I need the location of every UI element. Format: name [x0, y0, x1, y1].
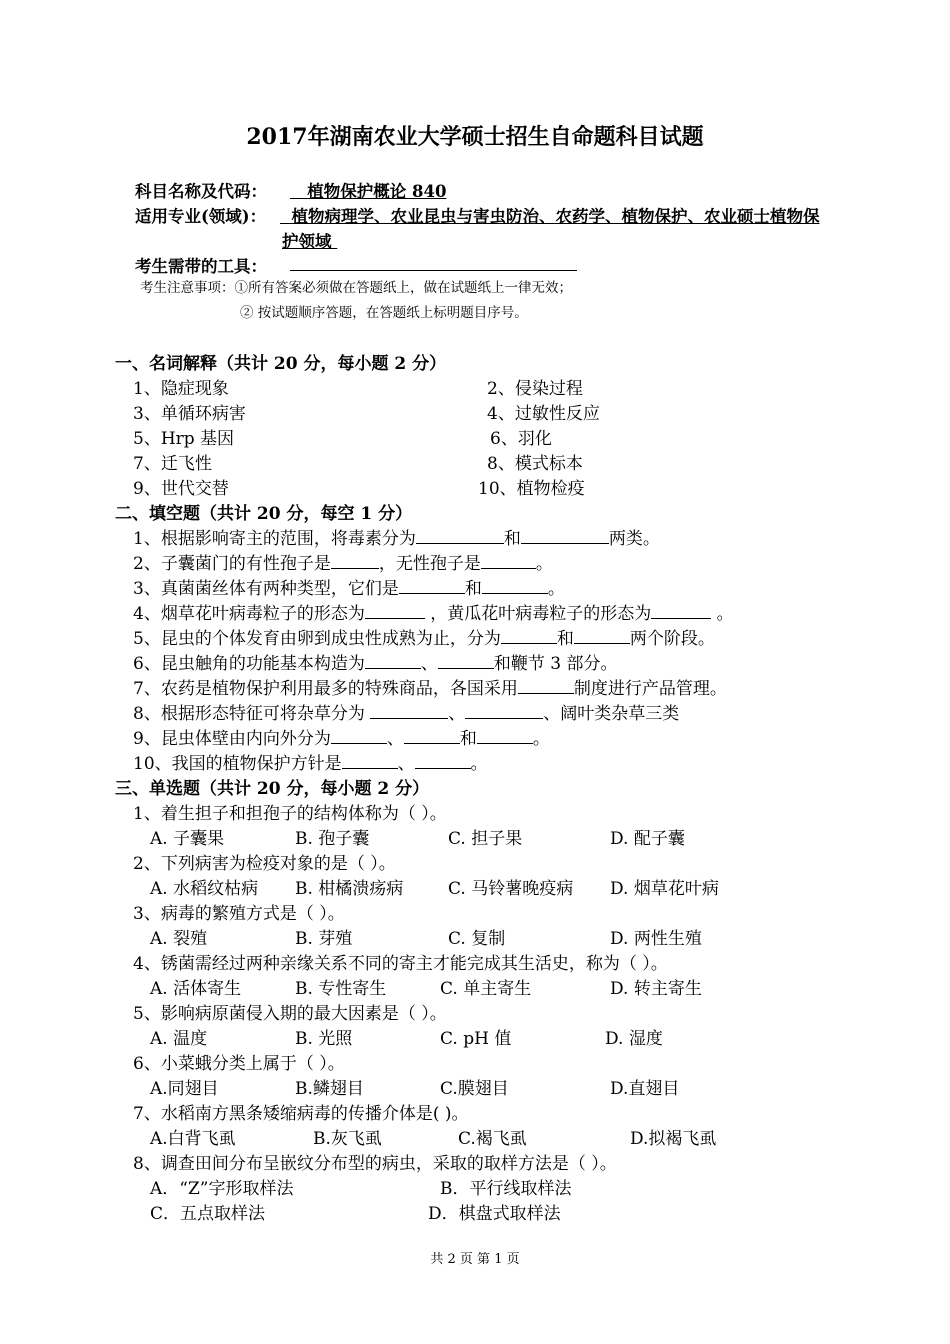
- term-item: 8、模式标本: [487, 454, 583, 474]
- mc-question: 8、调查田间分布呈嵌纹分布型的病虫，采取的取样方法是（ ）。: [133, 1154, 617, 1174]
- mc-option: B．平行线取样法: [440, 1179, 572, 1199]
- mc-option: D. 配子囊: [610, 829, 685, 849]
- fill-question: 5、昆虫的个体发育由卵到成虫性成熟为止，分为 和 两个阶段。: [133, 629, 715, 649]
- section-2-title: 二、填空题（共计 20 分，每空 1 分）: [115, 504, 413, 524]
- mc-option: C. pH 值: [440, 1029, 512, 1049]
- mc-option: D.拟褐飞虱: [630, 1129, 717, 1149]
- notice-line-1: 考生注意事项：①所有答案必须做在答题纸上，做在试题纸上一律无效；: [140, 280, 572, 296]
- mc-option: D. 转主寄生: [610, 979, 702, 999]
- mc-option: D．棋盘式取样法: [428, 1204, 561, 1224]
- mc-option: C. 单主寄生: [440, 979, 532, 999]
- mc-option: B.鳞翅目: [295, 1079, 364, 1099]
- term-item: 4、过敏性反应: [487, 404, 600, 424]
- term-item: 6、羽化: [490, 429, 552, 449]
- fill-question: 2、子囊菌门的有性孢子是 ，无性孢子是 。: [133, 554, 553, 574]
- page-footer: 共 2 页 第 1 页: [430, 1252, 520, 1267]
- major-value-line1: 植物病理学、农业昆虫与害虫防治、农药学、植物保护、农业硕士植物保: [291, 207, 820, 226]
- fill-question: 1、根据影响寄主的范围，将毒素分为 和 两类。: [133, 529, 660, 549]
- mc-option: A.同翅目: [150, 1079, 219, 1099]
- section-1-title: 一、名词解释（共计 20 分，每小题 2 分）: [115, 354, 447, 374]
- mc-option: B. 柑橘溃疡病: [295, 879, 404, 899]
- fill-question: 3、真菌菌丝体有两种类型，它们是 和 。: [133, 579, 565, 599]
- mc-question: 3、病毒的繁殖方式是（ ）。: [133, 904, 345, 924]
- major-value-line2: 护领域: [282, 232, 332, 251]
- term-item: 1、隐症现象: [133, 379, 229, 399]
- fill-question: 4、烟草花叶病毒粒子的形态为 ，黄瓜花叶病毒粒子的形态为 。: [133, 604, 734, 624]
- mc-option: B.灰飞虱: [313, 1129, 382, 1149]
- tools-label: 考生需带的工具：: [135, 257, 267, 276]
- section-3-title: 三、单选题（共计 20 分，每小题 2 分）: [115, 779, 430, 799]
- term-item: 7、迁飞性: [133, 454, 212, 474]
- notice-line-2: ② 按试题顺序答题，在答题纸上标明题目序号。: [240, 305, 528, 321]
- mc-question: 1、着生担子和担孢子的结构体称为（ ）。: [133, 804, 447, 824]
- mc-option: C. 马铃薯晚疫病: [448, 879, 574, 899]
- term-item: 10、植物检疫: [478, 479, 585, 499]
- mc-option: D. 两性生殖: [610, 929, 702, 949]
- mc-option: C．五点取样法: [150, 1204, 266, 1224]
- mc-option: A. 裂殖: [150, 929, 208, 949]
- mc-option: B. 专性寄生: [295, 979, 387, 999]
- mc-question: 6、小菜蛾分类上属于（ ）。: [133, 1054, 345, 1074]
- mc-question: 4、锈菌需经过两种亲缘关系不同的寄主才能完成其生活史，称为（ ）。: [133, 954, 668, 974]
- mc-option: C.膜翅目: [440, 1079, 509, 1099]
- mc-option: A. 子囊果: [150, 829, 225, 849]
- subject-value: 植物保护概论 840: [307, 182, 447, 201]
- mc-option: B. 孢子囊: [295, 829, 370, 849]
- tools-blank: [290, 270, 577, 271]
- major-label: 适用专业(领域)：: [135, 207, 267, 226]
- mc-option: B. 芽殖: [295, 929, 353, 949]
- mc-option: C. 复制: [448, 929, 506, 949]
- mc-question: 2、下列病害为检疫对象的是（ ）。: [133, 854, 396, 874]
- mc-option: A. 活体寄生: [150, 979, 242, 999]
- mc-option: D.直翅目: [610, 1079, 680, 1099]
- term-item: 2、侵染过程: [487, 379, 583, 399]
- term-item: 3、单循环病害: [133, 404, 246, 424]
- mc-option: A. 水稻纹枯病: [150, 879, 259, 899]
- mc-option: A．“Z”字形取样法: [150, 1179, 294, 1199]
- fill-question: 10、我国的植物保护方针是 、 。: [133, 754, 488, 774]
- fill-question: 9、昆虫体壁由内向外分为 、 和 。: [133, 729, 550, 749]
- fill-question: 7、农药是植物保护利用最多的特殊商品，各国采用 制度进行产品管理。: [133, 679, 727, 699]
- mc-option: A.白背飞虱: [150, 1129, 236, 1149]
- mc-option: D. 湿度: [605, 1029, 663, 1049]
- mc-option: B. 光照: [295, 1029, 353, 1049]
- fill-question: 8、根据形态特征可将杂草分为 、 、阔叶类杂草三类: [133, 704, 680, 724]
- exam-title: 2017年湖南农业大学硕士招生自命题科目试题: [246, 124, 704, 150]
- mc-question: 5、影响病原菌侵入期的最大因素是（ ）。: [133, 1004, 447, 1024]
- mc-option: D. 烟草花叶病: [610, 879, 719, 899]
- term-item: 9、世代交替: [133, 479, 229, 499]
- mc-option: C.褐飞虱: [458, 1129, 527, 1149]
- mc-option: C. 担子果: [448, 829, 523, 849]
- term-item: 5、Hrp 基因: [133, 429, 235, 449]
- subject-label: 科目名称及代码：: [135, 182, 267, 201]
- mc-question: 7、水稻南方黑条矮缩病毒的传播介体是( )。: [133, 1104, 469, 1124]
- mc-option: A. 温度: [150, 1029, 208, 1049]
- fill-question: 6、昆虫触角的功能基本构造为 、 和鞭节 3 部分。: [133, 654, 618, 674]
